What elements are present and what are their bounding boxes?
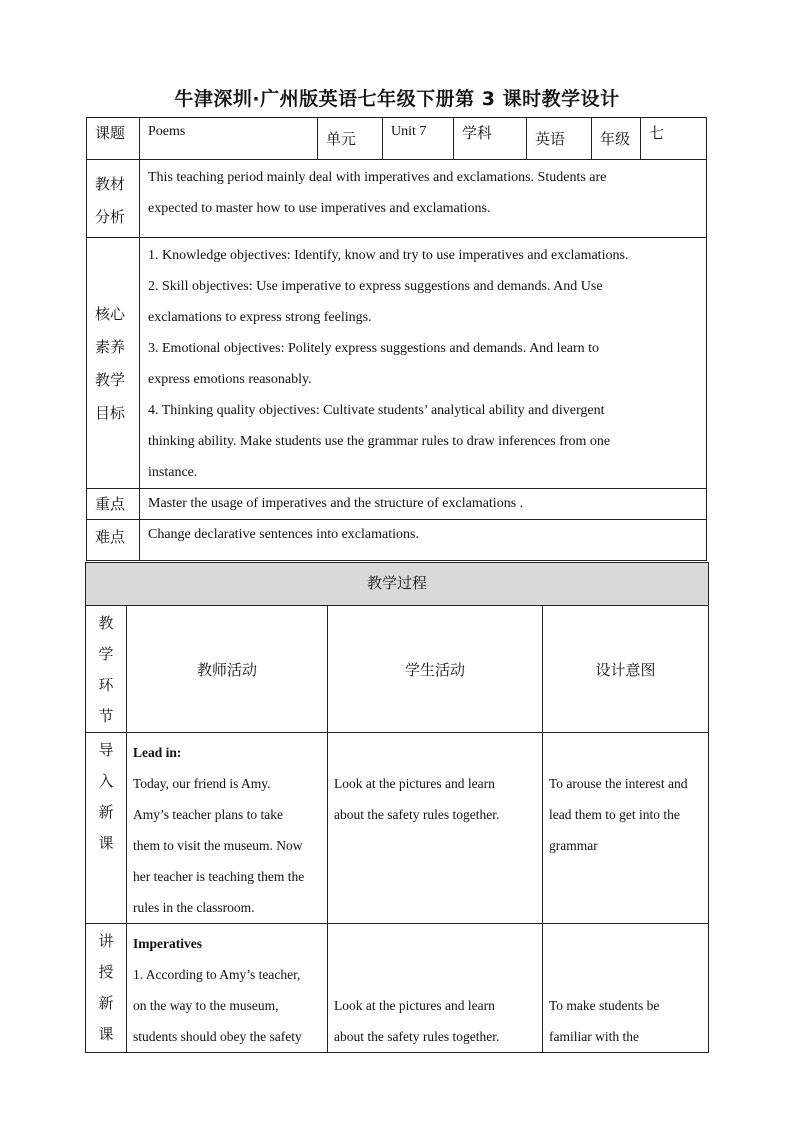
core-objectives-text: 1. Knowledge objectives: Identify, know and try to use imperatives and exclamations. 2. Skill objectives: Use imperative to express suggestions and demands. And Use exclamations to express strong feelings. 3. Emotional objectives: Politely express suggestions and demands. And learn to express emotions reasonably. 4. Thinking quality objectives: Cultivate students’ analytical ability and divergent thinking ability. Make students use the grammar rules to draw inferences from one instance. [140,238,707,489]
student-activity-cell: Look at the pictures and learn about the safety rules together. [328,733,543,924]
difficult-point-label: 难点 [87,520,140,561]
key-point-label: 重点 [87,489,140,520]
table-row [86,733,709,924]
analysis-label: 教材 分析 [87,160,140,238]
student-activity-cell: Look at the pictures and learn about the safety rules together. [328,924,543,1053]
difficult-point-text: Change declarative sentences into exclamations. [140,520,707,561]
stage-cell: 讲 授 新 课 [86,924,127,1053]
design-intent-header: 设计意图 [543,606,709,733]
grade-label: 年级 [592,118,641,160]
student-activity-header: 学生活动 [328,606,543,733]
info-table [86,117,707,561]
unit-label: 单元 [318,118,383,160]
teacher-activity-cell: Imperatives 1. According to Amy’s teacher, on the way to the museum, students should obey the safety [127,924,328,1053]
core-objectives-label: 核心 素养 教学 目标 [87,238,140,489]
teacher-activity-cell: Lead in: Today, our friend is Amy. Amy’s teacher plans to take them to visit the museum. Now her teacher is teaching them the rules in the classroom. [127,733,328,924]
subject-label: 学科 [454,118,527,160]
page-title: 牛津深圳·广州版英语七年级下册第 3 课时教学设计 [174,88,620,110]
key-point-text: Master the usage of imperatives and the structure of exclamations . [140,489,707,520]
stage-cell: 导 入 新 课 [86,733,127,924]
subject-value: 英语 [527,118,592,160]
teacher-activity-header: 教师活动 [127,606,328,733]
grade-value: 七 [641,118,707,160]
analysis-text: This teaching period mainly deal with imperatives and exclamations. Students are expected to master how to use imperatives and exclamations. [140,160,707,238]
process-header: 教学过程 [86,563,709,606]
topic-label: 课题 [87,118,140,160]
design-intent-cell: To arouse the interest and lead them to get into the grammar [543,733,709,924]
design-intent-cell: To make students be familiar with the [543,924,709,1053]
stage-header: 教 学 环 节 [86,606,127,733]
process-table [85,562,709,1053]
topic-value: Poems [140,118,318,160]
unit-value: Unit 7 [383,118,454,160]
table-row [86,924,709,1053]
